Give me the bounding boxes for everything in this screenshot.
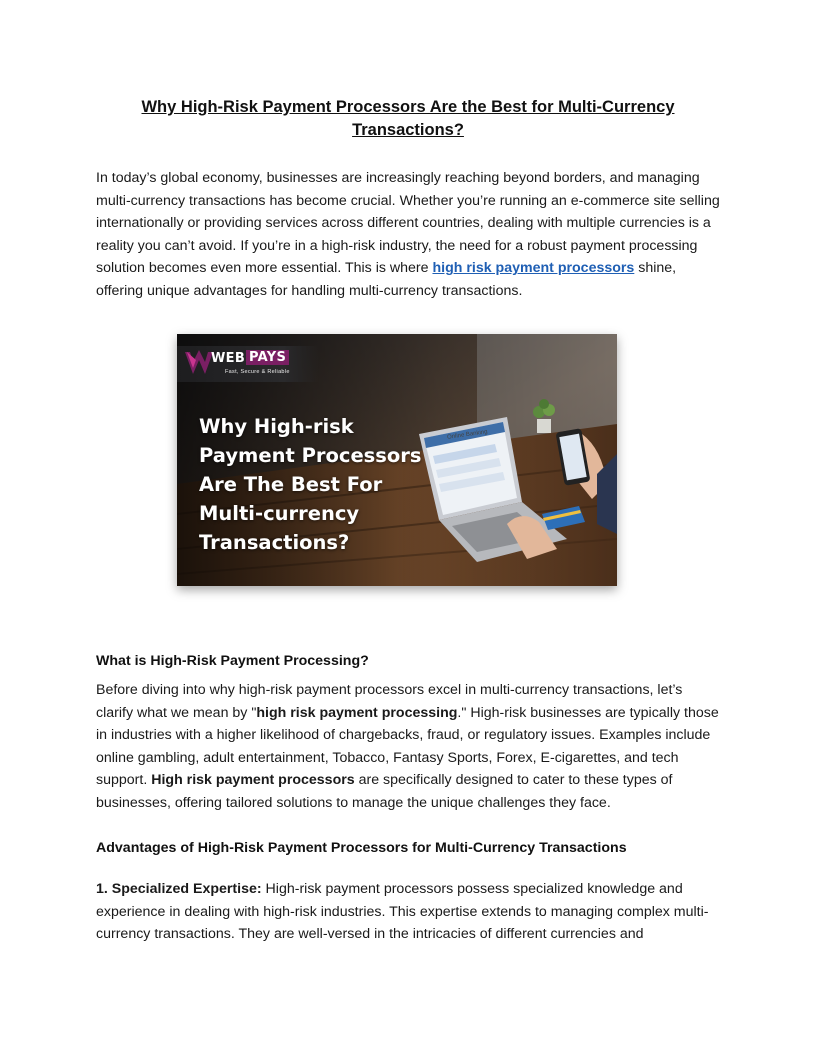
- section1-text: are specifically designed to cater to these types of businesses, offering tailored solutions to manage the unique challenges they face.: [96, 772, 673, 811]
- section-heading-advantages: Advantages of High-Risk Payment Processors for Multi-Currency Transactions: [96, 840, 627, 856]
- title-line-1: Why High-Risk Payment Processors Are the Best for Multi-Currency: [141, 98, 675, 116]
- section-what-is-paragraph: [96, 679, 722, 815]
- point-text: High-risk payment processors possess specialized knowledge and experience in dealing with high-risk industries. This expertise extends to managing complex multi-currency transactions. They are well-versed in the intricacies of different currencies and: [96, 881, 709, 943]
- section-heading-what-is: What is High-Risk Payment Processing?: [96, 653, 369, 669]
- title-line-2: Transactions?: [352, 121, 464, 139]
- section1-bold-term: high risk payment processing: [256, 704, 458, 721]
- section1-text: Before diving into why high-risk payment processors excel in multi-currency transactions, let’s clarify what we mean by ": [96, 682, 683, 721]
- document-title: [96, 96, 720, 142]
- intro-paragraph: [96, 167, 722, 303]
- hero-headline-line: Payment Processors: [199, 444, 422, 467]
- point-label: 1. Specialized Expertise:: [96, 881, 262, 897]
- intro-text: In today’s global economy, businesses are increasingly reaching beyond borders, and managing multi-currency transactions has become crucial. Whether you’re running an e-commerce site selling internationally or providing services across different countries, dealing with multiple currencies is a reality you can’t avoid. If you’re in a high-risk industry, the need for a robust payment processing solution becomes even more essential. This is where: [96, 170, 720, 277]
- hero-headline-line: Are The Best For: [199, 473, 383, 496]
- high-risk-processors-link[interactable]: high risk payment processors: [432, 260, 635, 277]
- hero-headline-line: Multi-currency: [199, 502, 360, 525]
- hero-headline-line: Why High-risk: [199, 415, 354, 438]
- section1-text: ." High-risk businesses are typically those in industries with a higher likelihood of chargebacks, fraud, or regulatory issues. Examples include online gambling, adult entertainment, Tobacco, Fantasy Sports, Forex, E-cigarettes, and tech support.: [96, 704, 719, 789]
- hero-headline-line: Transactions?: [199, 531, 350, 554]
- hero-image: [177, 334, 617, 586]
- webpays-logo: [177, 346, 319, 382]
- logo-tagline: Fast, Secure & Reliable: [225, 369, 290, 375]
- hero-headline: [199, 412, 439, 557]
- point-specialized-expertise: [96, 878, 722, 946]
- logo-web-text: WEB: [211, 351, 246, 366]
- laptop-screen-label: Online Banking: [446, 429, 488, 441]
- section1-bold-term: High risk payment processors: [151, 772, 355, 789]
- intro-text-end: shine, offering unique advantages for handling multi-currency transactions.: [96, 260, 677, 299]
- logo-pays-text: PAYS: [246, 350, 289, 365]
